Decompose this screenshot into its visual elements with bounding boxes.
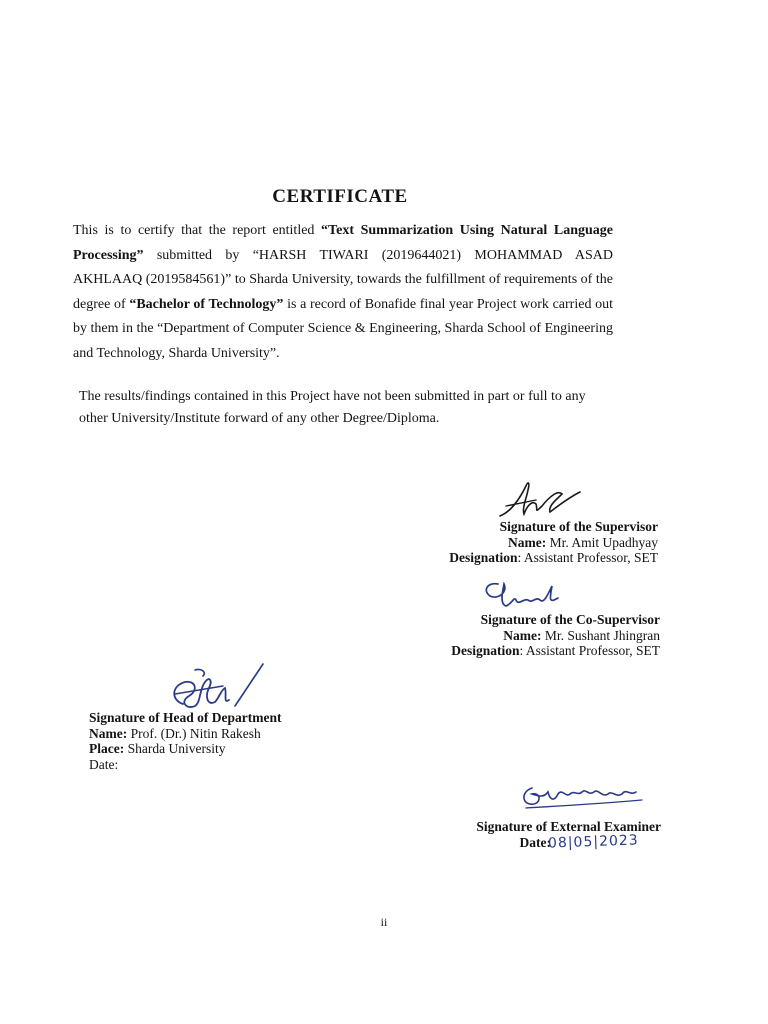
co-supervisor-signature [478,574,568,614]
page-number: ii [380,915,388,929]
page-title: CERTIFICATE [272,186,408,207]
co-supervisor-name-line [451,628,660,644]
hod-place-label: Place: [89,741,125,756]
co-supervisor-name-label: Name: [503,627,542,643]
body-submission: submitted by “HARSH TIWARI (2019644021) MOHAMMAD ASAD AKHLAAQ (2019584561)” to Sharda University, towards the fulfillment of requirements of the degree of [73,247,613,312]
supervisor-designation-label: Designation [449,550,518,565]
supervisor-designation: : Assistant Professor, SET [517,550,658,565]
external-examiner-date: 08|05|2023 [547,832,639,852]
co-supervisor-heading: Signature of the Co-Supervisor [480,612,660,627]
co-supervisor-designation-label: Designation [451,643,520,658]
external-examiner-heading: Signature of External Examiner [476,819,661,834]
supervisor-signature [496,476,588,522]
hod-heading: Signature of Head of Department [89,710,282,725]
supervisor-block [449,519,658,566]
body-intro: This is to certify that the report entitled [73,223,322,238]
supervisor-name: Mr. Amit Upadhyay [546,534,658,550]
external-date-label: Date: [519,834,551,850]
supervisor-heading: Signature of the Supervisor [499,519,658,534]
co-supervisor-designation-line [451,643,660,659]
degree-name: “Bachelor of Technology” [129,296,284,312]
hod-name-label: Name: [89,725,128,741]
hod-place: Sharda University [124,741,226,756]
body-record: is a record of Bonafide final year Project work carried out by them in the “Department of Computer Science & Engineering, Sharda School of Engineering and Technology, Sharda University”. [73,296,614,361]
hod-place-line [89,741,281,757]
external-examiner-signature [518,774,648,814]
co-supervisor-name: Mr. Sushant Jhingran [541,627,660,643]
report-title: “Text Summarization Using Natural Language Processing” [73,223,613,263]
co-supervisor-designation: : Assistant Professor, SET [519,643,660,658]
supervisor-name-line [449,535,658,551]
certificate-body [73,219,613,366]
results-statement: The results/findings contained in this Project have not been submitted in part or full to any other University/Institute forward of any other Degree/Diploma. [79,389,586,426]
hod-block [89,710,281,772]
supervisor-name-label: Name: [508,534,547,550]
hod-date-label: Date: [89,756,119,772]
hod-name: Prof. (Dr.) Nitin Rakesh [127,725,261,741]
co-supervisor-block [451,612,660,659]
supervisor-designation-line [449,550,658,566]
hod-name-line [89,726,281,742]
